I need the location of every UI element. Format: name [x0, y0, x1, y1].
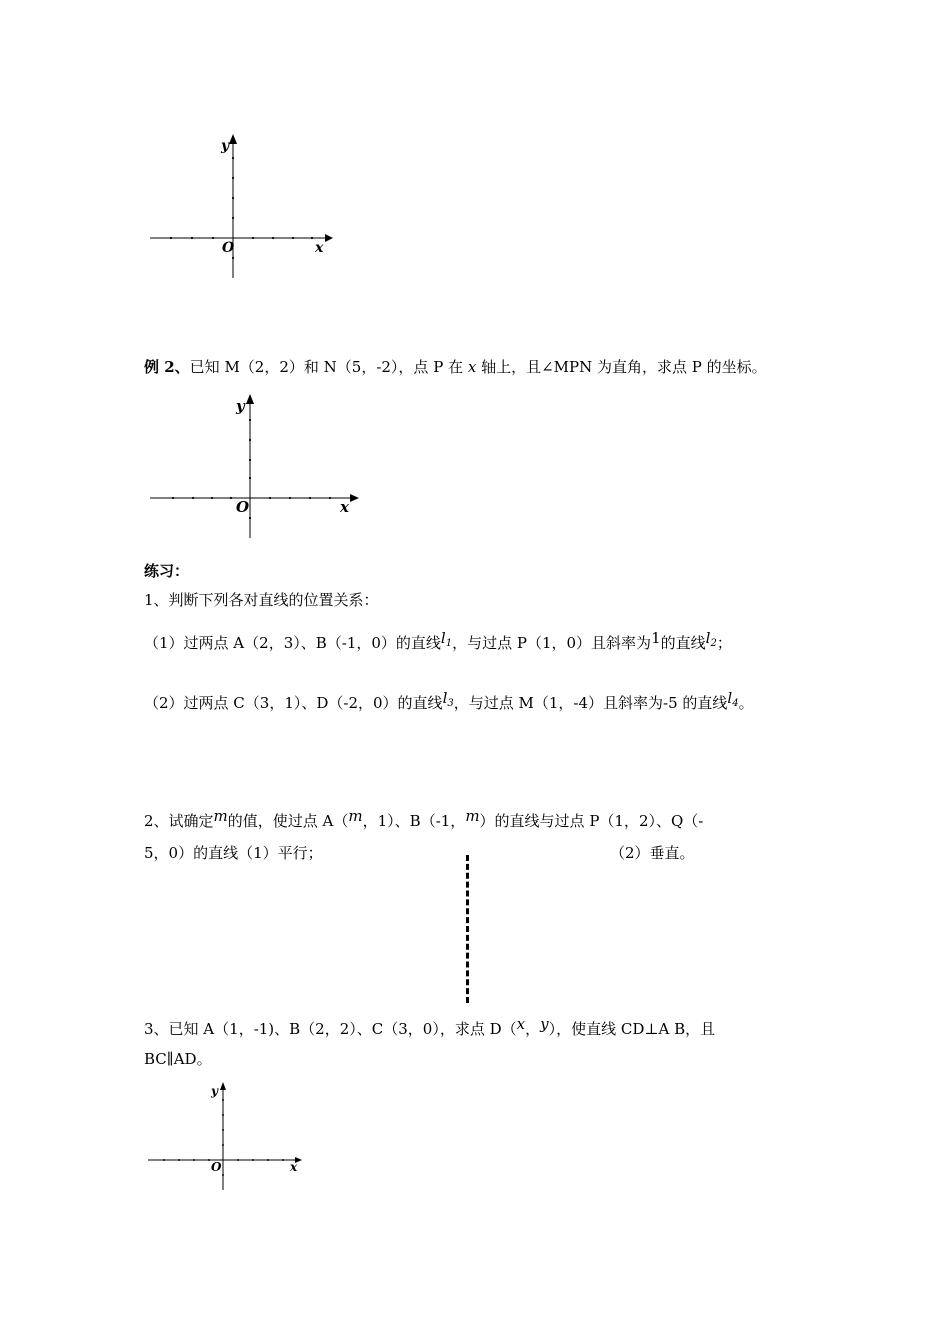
dashed-divider — [466, 855, 469, 1003]
origin-label: O — [211, 1160, 222, 1174]
question-2-line-1: 2、试确定m的值，使过点 A（m，1）、B（-1，m）的直线与过点 P（1，2）、Q（- — [144, 807, 704, 830]
variable-m: m — [465, 807, 480, 825]
line-l4: $l_4$ — [727, 689, 739, 709]
coordinate-axes-3 — [140, 1078, 320, 1198]
y-axis-label: y — [236, 397, 245, 415]
origin-label: O — [222, 240, 235, 256]
line-l2: $l_2$ — [705, 629, 717, 649]
question-1-stem: 1、判断下列各对直线的位置关系： — [144, 591, 379, 609]
x-axis-label: x — [315, 240, 324, 256]
question-1-part-2: （2）过两点 C（3，1）、D（-2，0）的直线$l_3$，与过点 M（1，-4）且斜率为-5 的直线$l_4$。 — [144, 689, 754, 712]
example-2-label: 例 2、 — [144, 358, 190, 376]
coordinate-axes-2 — [140, 390, 370, 550]
question-2-line-2b: （2）垂直。 — [610, 844, 695, 862]
y-axis-label: y — [221, 138, 230, 154]
x-axis-label: x — [340, 498, 349, 516]
example-2-text: 例 2、已知 M（2，2）和 N（5，-2），点 P 在 x 轴上，且∠MPN 为直角，求点 P 的坐标。 — [144, 358, 767, 376]
origin-label: O — [236, 498, 250, 516]
question-2-line-2a: 5，0）的直线（1）平行； — [144, 844, 323, 862]
slope-value: 1 — [651, 629, 661, 647]
question-3-line-1: 3、已知 A（1，-1)、B（2，2）、C（3，0），求点 D（x，y），使直线 CD⊥A B，且 — [144, 1015, 716, 1038]
variable-x: x — [516, 1015, 526, 1033]
variable-m: m — [348, 807, 363, 825]
variable-y: y — [540, 1015, 549, 1033]
variable-m: m — [213, 807, 228, 825]
question-1-part-1: （1）过两点 A（2，3）、B（-1，0）的直线$l_1$，与过点 P（1，0）且斜率为1的直线$l_2$； — [144, 629, 732, 652]
x-axis-label: x — [290, 1160, 298, 1174]
line-l3: $l_3$ — [442, 689, 454, 709]
y-axis-label: y — [211, 1084, 218, 1098]
question-3-line-2: BC∥AD。 — [144, 1050, 212, 1068]
practice-heading: 练习： — [144, 562, 190, 580]
line-l1: $l_1$ — [440, 629, 453, 649]
coordinate-axes-1 — [140, 130, 340, 290]
